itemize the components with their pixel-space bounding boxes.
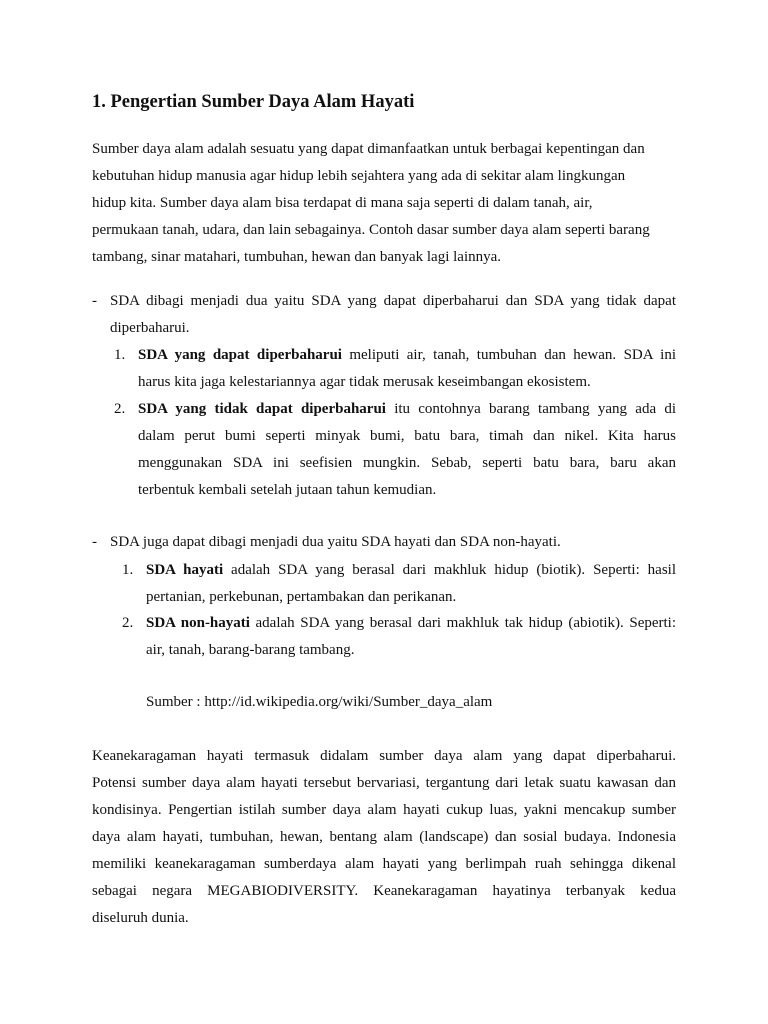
item-text: itu contohnya barang tambang yang ada di (385, 401, 676, 417)
numbered-item-renewable (114, 342, 676, 396)
intro-line: kebutuhan hidup manusia agar hidup lebih sejahtera yang ada di sekitar alam lingkungan (92, 168, 626, 184)
closing-paragraph (92, 743, 676, 932)
dash-marker: - (92, 534, 97, 550)
bold-term: SDA yang dapat diperbaharui (138, 347, 342, 363)
intro-line: tambang, sinar matahari, tumbuhan, hewan dan banyak lagi lainnya. (92, 249, 502, 265)
item-number: 2. (114, 401, 126, 417)
numbered-item-non-hayati (122, 610, 676, 664)
dash-marker: - (92, 293, 97, 309)
item-text: meliputi air, tanah, tumbuhan dan hewan. SDA ini (341, 347, 676, 363)
bold-term: SDA yang tidak dapat diperbaharui (138, 401, 386, 417)
item-line: menggunakan SDA ini seefisien mungkin. Sebab, seperti batu bara, baru akan (138, 455, 676, 471)
intro-line: permukaan tanah, udara, dan lain sebagainya. Contoh dasar sumber daya alam seperti barang (92, 222, 650, 238)
closing-line: diseluruh dunia. (92, 910, 189, 926)
closing-line: Keanekaragaman hayati termasuk didalam sumber daya alam yang dapat diperbaharui. (92, 748, 676, 764)
closing-line: Potensi sumber daya alam hayati tersebut bervariasi, tergantung dari letak suatu kawasan dan (92, 775, 676, 791)
bullet-line: SDA dibagi menjadi dua yaitu SDA yang dapat diperbaharui dan SDA yang tidak dapat (110, 293, 676, 309)
item-number: 1. (122, 562, 134, 578)
item-line: pertanian, perkebunan, pertambakan dan perikanan. (146, 589, 457, 605)
item-number: 2. (122, 615, 134, 631)
item-line: air, tanah, barang-barang tambang. (146, 642, 355, 658)
item-text: adalah SDA yang berasal dari makhluk hidup (biotik). Seperti: hasil (223, 562, 676, 578)
source-citation (146, 689, 676, 716)
bullet-line: diperbaharui. (110, 320, 190, 336)
item-text: adalah SDA yang berasal dari makhluk tak hidup (abiotik). Seperti: (249, 615, 677, 631)
numbered-item-nonrenewable (114, 396, 676, 504)
item-line: harus kita jaga kelestariannya agar tidak merusak keseimbangan ekosistem. (138, 374, 591, 390)
item-number: 1. (114, 347, 126, 363)
numbered-item-hayati (122, 557, 676, 611)
item-line: terbentuk kembali setelah jutaan tahun kemudian. (138, 482, 437, 498)
section-heading: 1. Pengertian Sumber Daya Alam Hayati (92, 92, 415, 112)
closing-line: memiliki keanekaragaman sumberdaya alam hayati yang berlimpah ruah sehingga dikenal (92, 856, 676, 872)
intro-paragraph (92, 136, 676, 271)
bold-term: SDA hayati (146, 562, 224, 578)
closing-line: daya alam hayati, tumbuhan, hewan, bentang alam (landscape) dan sosial budaya. Indonesia (92, 829, 676, 845)
closing-line: sebagai negara MEGABIODIVERSITY. Keanekaragaman hayatinya terbanyak kedua (92, 883, 676, 899)
bold-term: SDA non-hayati (146, 615, 250, 631)
bullet-line: SDA juga dapat dibagi menjadi dua yaitu SDA hayati dan SDA non-hayati. (110, 534, 561, 550)
bullet-item-sda-hayati (92, 529, 676, 556)
closing-line: kondisinya. Pengertian istilah sumber daya alam hayati cukup luas, yakni mencakup sumber (92, 802, 676, 818)
item-line: dalam perut bumi seperti minyak bumi, batu bara, timah dan nikel. Kita harus (138, 428, 676, 444)
intro-line: Sumber daya alam adalah sesuatu yang dapat dimanfaatkan untuk berbagai kepentingan dan (92, 141, 645, 157)
intro-line: hidup kita. Sumber daya alam bisa terdapat di mana saja seperti di dalam tanah, air, (92, 195, 593, 211)
source-text: Sumber : http://id.wikipedia.org/wiki/Sumber_daya_alam (146, 694, 493, 710)
bullet-item-sda-division (92, 288, 676, 342)
